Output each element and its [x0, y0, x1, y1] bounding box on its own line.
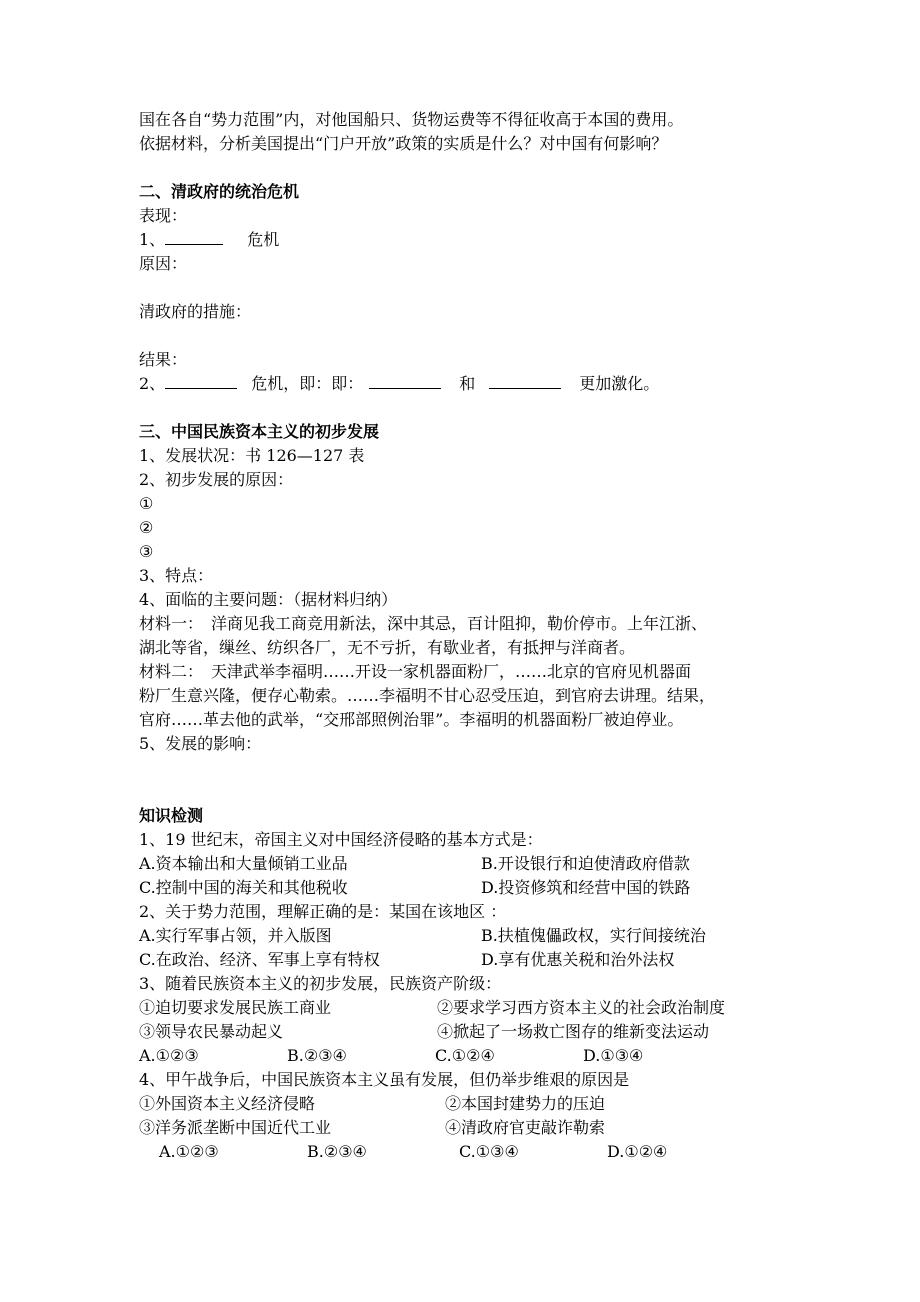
statement-3-3: ③领导农民暴动起义 [139, 1022, 284, 1041]
option-1a[interactable]: A.资本输出和大量倾销工业品 [139, 854, 348, 873]
statement-3-1: ①迫切要求发展民族工商业 [139, 998, 332, 1017]
option-4a[interactable]: A.①②③ [159, 1142, 219, 1161]
question-2-options-row-2 [139, 948, 799, 972]
option-2a[interactable]: A.实行军事占领，并入版图 [139, 926, 332, 945]
material-2-line-1: 材料二： 天津武举李福明……开设一家机器面粉厂，……北京的官府见机器面 [139, 662, 692, 681]
statement-4-4: ④清政府官吏敲诈勒索 [445, 1118, 606, 1137]
section-2-heading: 二、清政府的统治危机 [139, 182, 300, 201]
section-3-line-5: 5、发展的影响： [139, 734, 262, 753]
section-3-heading: 三、中国民族资本主义的初步发展 [139, 422, 380, 441]
option-1d[interactable]: D.投资修筑和经营中国的铁路 [481, 878, 691, 897]
option-4c[interactable]: C.①③④ [459, 1142, 519, 1161]
statement-4-3: ③洋务派垄断中国近代工业 [139, 1118, 332, 1137]
option-3c[interactable]: C.①②④ [435, 1046, 495, 1065]
question-2: 2、关于势力范围，理解正确的是：某国在该地区 ： [139, 902, 507, 921]
section-3-circle-3: ③ [139, 542, 154, 561]
option-1c[interactable]: C.控制中国的海关和其他税收 [139, 878, 348, 897]
question-2-options-row-1 [139, 924, 799, 948]
question-4-statements-row-2 [139, 1116, 799, 1140]
intro-line-2: 依据材料，分析美国提出“门户开放”政策的实质是什么？对中国有何影响？ [139, 134, 668, 153]
question-1: 1、19 世纪末，帝国主义对中国经济侵略的基本方式是： [139, 830, 543, 849]
question-3: 3、随着民族资本主义的初步发展，民族资产阶级： [139, 974, 502, 993]
statement-3-2: ②要求学习西方资本主义的社会政治制度 [437, 998, 726, 1017]
item-1-suffix: 危机 [247, 230, 280, 249]
fill-blank-3[interactable] [369, 372, 441, 389]
item-2-and: 和 [459, 374, 476, 393]
statement-4-2: ②本国封建势力的压迫 [445, 1094, 606, 1113]
question-3-statements-row-2 [139, 1020, 799, 1044]
document-page [139, 108, 799, 1164]
item-2-prefix: 2、 [139, 374, 166, 393]
option-4d[interactable]: D.①②④ [607, 1142, 668, 1161]
section-2-biaoxian: 表现： [139, 206, 188, 225]
material-2-line-3: 官府……革去他的武举，“交邢部照例治罪”。李福明的机器面粉厂被迫停业。 [139, 710, 684, 729]
option-2c[interactable]: C.在政治、经济、军事上享有特权 [139, 950, 380, 969]
statement-4-1: ①外国资本主义经济侵略 [139, 1094, 316, 1113]
intro-line-1: 国在各自“势力范围”内，对他国船只、货物运费等不得征收高于本国的费用。 [139, 110, 684, 129]
option-4b[interactable]: B.②③④ [307, 1142, 367, 1161]
option-1b[interactable]: B.开设银行和迫使清政府借款 [481, 854, 690, 873]
section-3-circle-2: ② [139, 518, 154, 537]
section-2-cuoshi: 清政府的措施： [139, 302, 252, 321]
item-2-mid: 危机，即：即： [251, 374, 364, 393]
fill-blank-1[interactable] [165, 228, 223, 245]
question-1-options-row-2 [139, 876, 799, 900]
question-4-statements-row-1 [139, 1092, 799, 1116]
section-2-yuanyin: 原因： [139, 254, 188, 273]
question-4: 4、甲午战争后，中国民族资本主义虽有发展，但仍举步维艰的原因是 [139, 1070, 630, 1089]
section-2-item-2 [139, 372, 799, 396]
option-3b[interactable]: B.②③④ [287, 1046, 347, 1065]
question-4-options [139, 1140, 799, 1164]
fill-blank-4[interactable] [489, 372, 561, 389]
section-3-line-2: 2、初步发展的原因： [139, 470, 294, 489]
option-2d[interactable]: D.享有优惠关税和治外法权 [481, 950, 675, 969]
section-2-item-1 [139, 228, 799, 252]
fill-blank-2[interactable] [165, 372, 237, 389]
statement-3-4: ④掀起了一场救亡图存的维新变法运动 [437, 1022, 710, 1041]
option-3d[interactable]: D.①③④ [583, 1046, 644, 1065]
material-2-line-2: 粉厂生意兴隆，便存心勒索。……李福明不甘心忍受压迫，到官府去讲理。结果， [139, 686, 716, 705]
question-1-options-row-1 [139, 852, 799, 876]
option-2b[interactable]: B.扶植傀儡政权，实行间接统治 [481, 926, 706, 945]
item-1-prefix: 1、 [139, 230, 166, 249]
material-1-line-1: 材料一： 洋商见我工商竞用新法，深中其忌，百计阻抑，勒价停市。上年江浙、 [139, 614, 708, 633]
section-3-line-1: 1、发展状况：书 126—127 表 [139, 446, 365, 465]
quiz-heading: 知识检测 [139, 806, 204, 825]
question-3-options [139, 1044, 799, 1068]
section-3-line-3: 3、特点： [139, 566, 214, 585]
section-3-line-4: 4、面临的主要问题：（据材料归纳） [139, 590, 398, 609]
question-3-statements-row-1 [139, 996, 799, 1020]
item-2-suffix: 更加激化。 [579, 374, 660, 393]
option-3a[interactable]: A.①②③ [139, 1046, 199, 1065]
material-1-line-2: 湖北等省，缫丝、纺织各厂，无不亏折，有歇业者，有抵押与洋商者。 [139, 638, 636, 657]
section-2-jieguo: 结果： [139, 350, 188, 369]
section-3-circle-1: ① [139, 494, 154, 513]
